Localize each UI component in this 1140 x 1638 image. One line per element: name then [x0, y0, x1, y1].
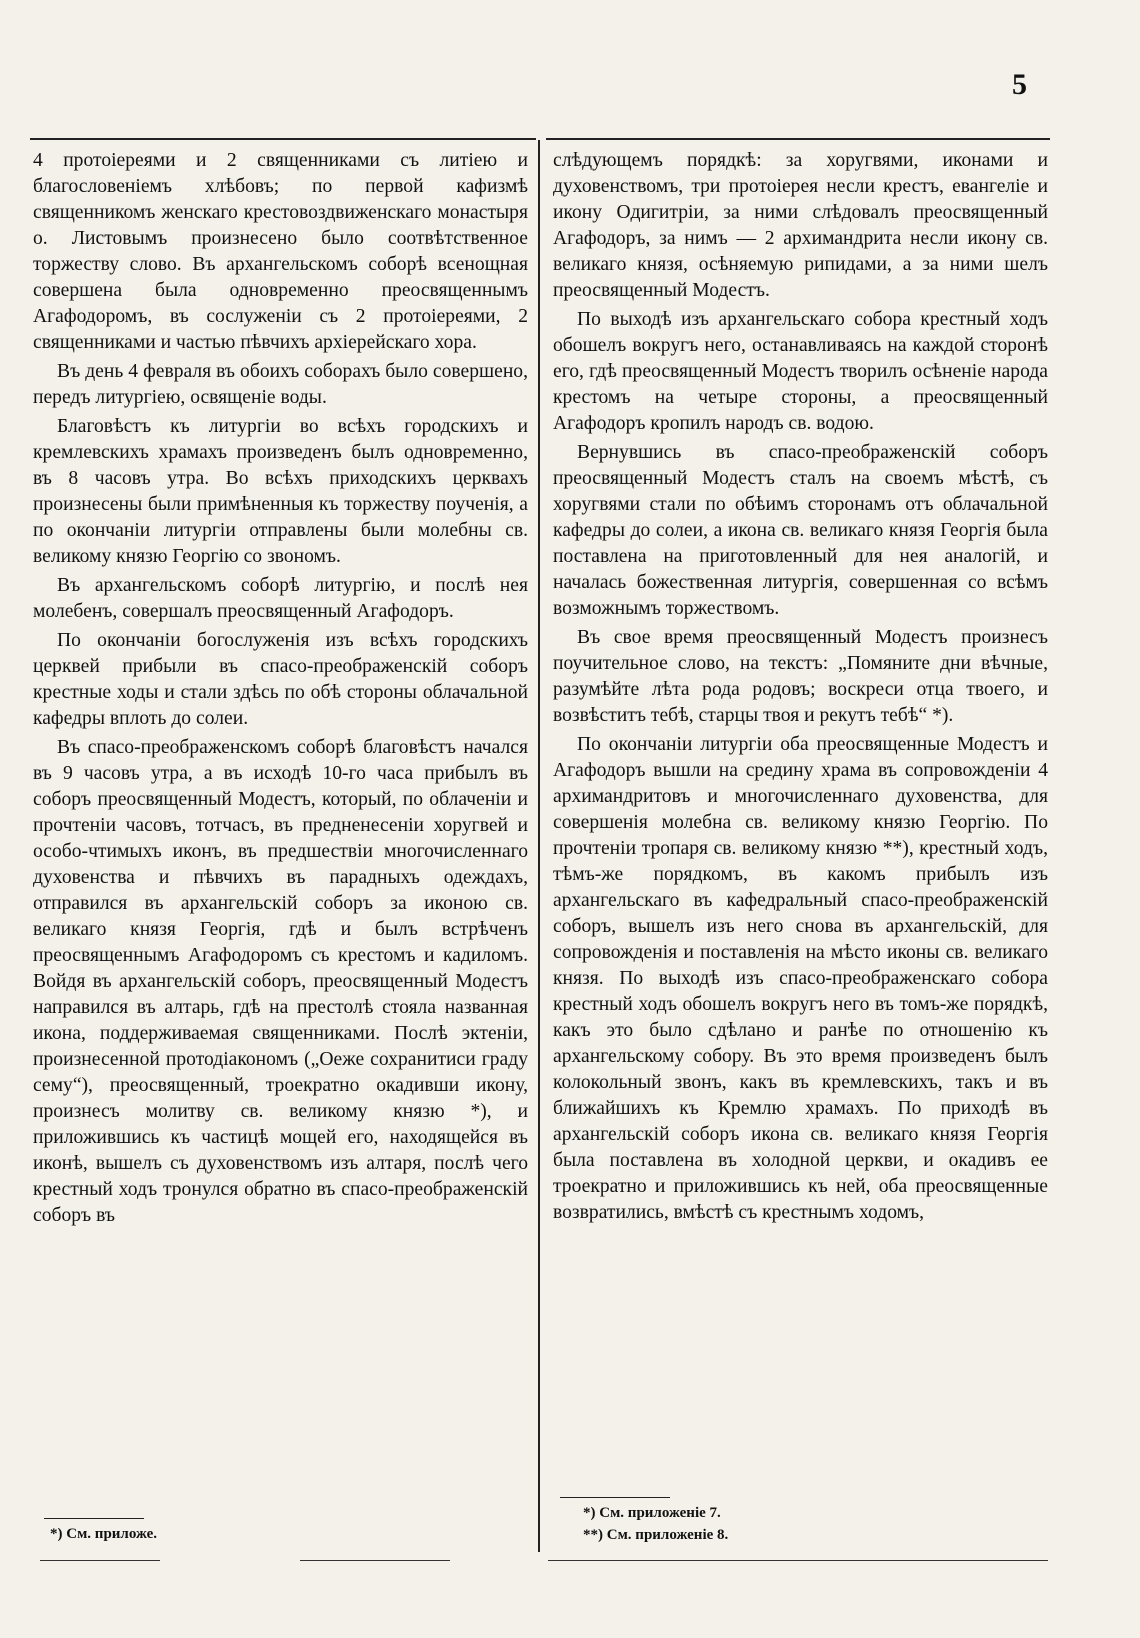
- bottom-rule: [300, 1560, 450, 1561]
- header-rule-left: [30, 138, 536, 140]
- footnote-right-2: **) См. приложеніе 8.: [583, 1527, 729, 1543]
- paragraph: 4 протоіереями и 2 священниками съ литіею и благословеніемъ хлѣбовъ; по первой кафизмѣ священникомъ женскаго крестовоздвиженскаго монастыря о. Листовымъ произнесено было соотвѣтственное торжеству слово. Въ архангельскомъ соборѣ всенощная совершена была одновременно преосвященнымъ Агафодоромъ, въ сослуженіи съ 2 протоіереями, 2 священниками и частью пѣвчихъ архіерейскаго хора.: [33, 150, 528, 353]
- paragraph: По окончаніи литургіи оба преосвященные Модестъ и Агафодоръ вышли на средину храма въ сопровожденіи 4 архимандритовъ и многочисленнаго духовенства, для совершенія молебна св. великому князю Георгію. По прочтеніи тропаря св. великому князю **), крестный ходъ, тѣмъ-же порядкомъ, въ какомъ прибылъ изъ архангельскаго въ кафедральный спасо-преображенскій соборъ, вышелъ изъ него снова въ архангельскій, для сопровожденія и поставленія на мѣсто иконы св. великаго князя. По выходѣ изъ спасо-преображенскаго собора крестный ходъ обошелъ вокругъ него въ томъ-же порядкѣ, какъ это было сдѣлано и ранѣе по отношенію къ архангельскому собору. Въ это время произведенъ былъ колокольный звонъ, какъ въ кремлевскихъ, такъ и въ ближайшихъ къ Кремлю храмахъ. По приходѣ въ архангельскій соборъ икона св. великаго князя Георгія была поставлена въ холодной церкви, и окадивъ ее троекратно и приложившись къ ней, оба преосвященные возвратились, вмѣстѣ съ крестнымъ ходомъ,: [553, 734, 1048, 1223]
- paragraph: Благовѣстъ къ литургіи во всѣхъ городскихъ и кремлевскихъ храмахъ произведенъ былъ одновременно, въ 8 часовъ утра. Во всѣхъ приходскихъ церквахъ произнесены были примѣненныя къ торжеству поученія, а по окончаніи литургіи отправлены были молебны св. великому князю Георгію со звономъ.: [33, 416, 528, 567]
- footnote-left: *) См. приложе.: [50, 1526, 158, 1542]
- paragraph: Въ свое время преосвященный Модестъ произнесъ поучительное слово, на текстъ: „Помяните дни вѣчные, разумѣйте лѣта рода родовъ; воскреси отца твоего, и возвѣститъ тебѣ, старцы твоя и рекутъ тебѣ“ *).: [553, 627, 1048, 726]
- paragraph: Въ архангельскомъ соборѣ литургію, и послѣ нея молебенъ, совершалъ преосвященный Агафодоръ.: [33, 575, 528, 622]
- page-number: 5: [1012, 68, 1027, 101]
- footnote-rule-left: [44, 1518, 144, 1519]
- paragraph: Въ день 4 февраля въ обоихъ соборахъ было совершено, передъ литургіею, освященіе воды.: [33, 361, 528, 408]
- paragraph: Въ спасо-преображенскомъ соборѣ благовѣстъ начался въ 9 часовъ утра, а въ исходѣ 10-го часа прибылъ въ соборъ преосвященный Модестъ, который, по облаченіи и прочтеніи часовъ, тотчасъ, въ предненесеніи хоругвей и особо-чтимыхъ иконъ, въ предшествіи многочисленнаго духовенства и пѣвчихъ въ парадныхъ одеждахъ, отправился въ архангельскій соборъ за иконою св. великаго князя Георгія, гдѣ и былъ встрѣченъ преосвященнымъ Агафодоромъ съ крестомъ и кадиломъ. Войдя въ архангельскій соборъ, преосвященный Модестъ направился въ алтарь, гдѣ на престолѣ стояла названная икона, поддерживаемая священниками. Послѣ эктеніи, произнесенной протодіакономъ („Оеже сохранитиси граду сему“), преосвященный, троекратно окадивши икону, произнесъ молитву св. великому князю *), и приложившись къ частицѣ мощей его, находящейся въ иконѣ, вышелъ съ духовенствомъ изъ алтаря, послѣ чего крестный ходъ тронулся обратно въ спасо-преображенскій соборъ въ: [33, 737, 528, 1226]
- paragraph: Вернувшись въ спасо-преображенскій соборъ преосвященный Модестъ сталъ на своемъ мѣстѣ, съ хоругвями стали по обѣимъ сторонамъ отъ облачальной кафедры до солеи, а икона св. великаго князя Георгія была поставлена на приготовленный для нея аналогій, и началась божественная литургія, совершенная со всѣмъ возможнымъ торжествомъ.: [553, 442, 1048, 619]
- bottom-rule: [548, 1560, 1048, 1561]
- paragraph: По окончаніи богослуженія изъ всѣхъ городскихъ церквей прибыли въ спасо-преображенскій соборъ крестные ходы и стали здѣсь по обѣ стороны облачальной кафедры вплоть до солеи.: [33, 630, 528, 729]
- paragraph: По выходѣ изъ архангельскаго собора крестный ходъ обошелъ вокругъ него, останавливаясь на каждой сторонѣ его, гдѣ преосвященный Модестъ творилъ осѣненіе народа крестомъ на четыре стороны, а преосвященный Агафодоръ кропилъ народъ св. водою.: [553, 309, 1048, 434]
- paragraph: слѣдующемъ порядкѣ: за хоругвями, иконами и духовенствомъ, три протоіерея несли крестъ, евангеліе и икону Одигитріи, за ними слѣдовалъ преосвященный Агафодоръ, за нимъ — 2 архимандрита несли икону св. великаго князя, осѣняемую рипидами, а за ними шелъ преосвященный Модестъ.: [553, 150, 1048, 301]
- left-column: [33, 148, 528, 1232]
- footnote-right-1: *) См. приложеніе 7.: [583, 1505, 721, 1521]
- bottom-rule: [40, 1560, 160, 1561]
- footnote-rule-right: [560, 1497, 670, 1498]
- right-column: [553, 148, 1048, 1229]
- column-divider: [538, 140, 540, 1552]
- header-rule-right: [546, 138, 1050, 140]
